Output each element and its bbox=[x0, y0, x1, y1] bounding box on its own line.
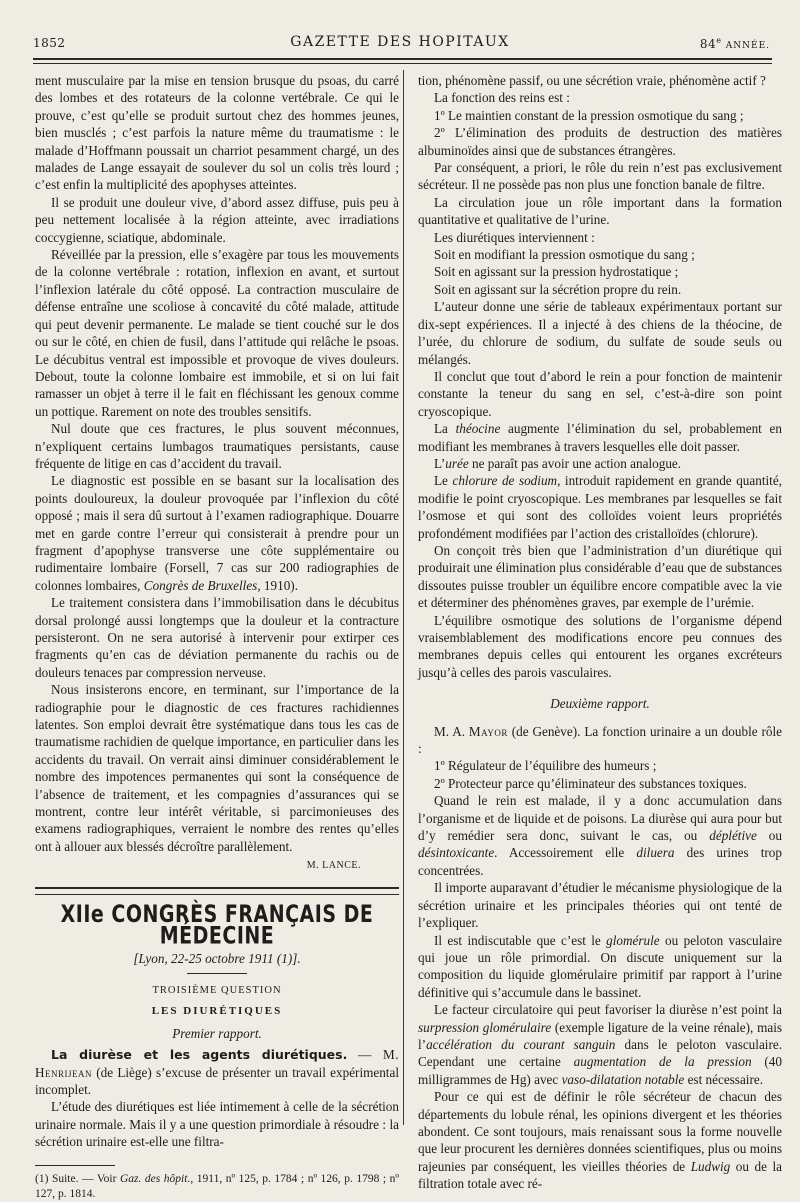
paragraph bbox=[418, 932, 782, 1002]
footnote bbox=[35, 1172, 399, 1202]
text-run: ou bbox=[756, 828, 782, 844]
paragraph: L’équilibre osmotique des solutions de l’organisme dépend vraisemblablement des modifications encore peu connues des membranes depuis celles qui entourent les organes excréteurs jusqu’à celles des parois vasculaires. bbox=[418, 612, 782, 680]
text-run: . Accessoirement elle bbox=[494, 845, 637, 861]
citation: Congrès de Bruxelles bbox=[143, 577, 258, 593]
paragraph: Par conséquent, a priori, le rôle du rein n’est pas exclusivement sécréteur. Il ne possède pas non plus une fonction banale de filtre. bbox=[418, 160, 782, 193]
emphasis: déplétive bbox=[709, 828, 757, 844]
year-word: ANNÉE. bbox=[725, 41, 770, 51]
paragraph: Soit en agissant sur la pression hydrostatique ; bbox=[434, 264, 679, 280]
paragraph: 2º L’élimination des produits de destruction des matières albuminoïdes ainsi que de substances étrangères. bbox=[418, 125, 782, 158]
emphasis: théocine bbox=[455, 421, 501, 437]
text-run: ne paraît pas avoir une action analogue. bbox=[468, 455, 682, 471]
year-suffix: e bbox=[716, 36, 722, 45]
page-number: 1852 bbox=[33, 36, 66, 50]
text-run: ou peloton vasculaire qui joue un rôle primordial. On discute uniquement sur la composition du liquide glomérulaire primitif par rapport à l’urine définitive qui s’accumule dans le bassinet. bbox=[418, 932, 782, 1000]
text-run: (40 milligrammes de Hg) avec bbox=[418, 1054, 782, 1087]
header-rule-thin bbox=[33, 63, 772, 64]
paragraph bbox=[418, 1088, 782, 1192]
paragraph: Le traitement consistera dans l’immobilisation dans le décubitus dorsal prolongé aussi longtemps que la douleur et la contracture persisteront. On ne sera autorisé à intervenir pour extirper ces fragments qu’en cas de déviation permanente du rachis ou de douleurs tenaces par compression nerveuse. bbox=[35, 595, 399, 680]
text-run: M. A. bbox=[434, 723, 469, 739]
emphasis: chlorure de sodium bbox=[452, 473, 558, 489]
emphasis: Ludwig bbox=[690, 1158, 731, 1174]
short-rule bbox=[187, 973, 247, 974]
congress-title: XIIe CONGRÈS FRANÇAIS DE MÉDECINE bbox=[60, 900, 374, 950]
emphasis: désintoxicante bbox=[418, 845, 495, 861]
paragraph bbox=[418, 723, 782, 758]
congress-subtitle: [Lyon, 22-25 octobre 1911 (1)]. bbox=[133, 950, 301, 966]
paragraph bbox=[35, 472, 399, 594]
paragraph: L’auteur donne une série de tableaux expérimentaux portant sur dix-sept expériences. Il a injecté à des chiens de la théocine, de l’urée, du chlorure de sodium, du sulfate de soude seuls ou mélangés. bbox=[418, 299, 782, 367]
topic-heading: LES DIURÉTIQUES bbox=[151, 1005, 283, 1018]
text-run: dans le peloton vasculaire. Cependant une certaine bbox=[418, 1036, 782, 1070]
text-run: des urines trop concentrées. bbox=[418, 845, 782, 878]
emphasis: vaso-dilatation notable bbox=[561, 1071, 685, 1087]
text-run: ou de la filtration totale avec ré- bbox=[418, 1158, 782, 1192]
paragraph: 2º Protecteur parce qu’éliminateur des substances toxiques. bbox=[434, 775, 747, 791]
text-run: Quand le rein est malade, il y a donc accumulation dans l’organisme et de liquide et de poisons. La diurèse qui aura pour but d’y remédier sera donc, suivant le cas, ou bbox=[418, 793, 782, 844]
emphasis: augmentation de la pression bbox=[573, 1054, 752, 1070]
lead-title: La diurèse et les agents diurétiques. bbox=[51, 1047, 348, 1063]
text-run: Il est indiscutable que c’est le bbox=[434, 932, 607, 948]
right-column bbox=[418, 72, 782, 1193]
text-run: Pour ce qui est de définir le rôle sécréteur de chacun des départements du lobule rénal, les opinions divergent et les théories abondent. Ce sont toujours, mais renaissant sous la forme nouvelle que leur procurent les dernières données scientifiques, plus ou moins rajeunies par conséquent, les vieilles théories de bbox=[418, 1089, 782, 1174]
question-label: TROISIÈME QUESTION bbox=[152, 984, 282, 996]
text-run: , 1911, nº 125, p. 1784 ; nº 126, p. 1798 ; nº 127, p. 1814. bbox=[35, 1172, 399, 1200]
emphasis: surpression glomérulaire bbox=[418, 1019, 552, 1035]
paragraph: La circulation joue un rôle important dans la formation quantitative et qualitative de l’urine. bbox=[418, 194, 782, 228]
text-run: (exemple ligature de la veine rénale), mais l’ bbox=[418, 1019, 782, 1052]
author-name: — M. Henrijean bbox=[35, 1047, 399, 1080]
text-run: La bbox=[434, 421, 456, 437]
paragraph bbox=[418, 792, 782, 879]
paragraph bbox=[418, 1001, 782, 1088]
emphasis: diluera bbox=[636, 845, 675, 861]
year-label bbox=[700, 36, 770, 51]
report-heading: Premier rapport. bbox=[172, 1025, 262, 1041]
paragraph: L’étude des diurétiques est liée intimement à celle de la sécrétion urinaire normale. Mais il y a une question primordiale à résoudre : la sécrétion urinaire est-elle une filtra- bbox=[35, 1099, 399, 1150]
year-number: 84 bbox=[699, 37, 717, 51]
paragraph: Les diurétiques interviennent : bbox=[434, 229, 595, 245]
header-rule-thick bbox=[33, 58, 772, 60]
paragraph bbox=[418, 420, 782, 455]
left-column bbox=[35, 72, 399, 1202]
paragraph: Il importe auparavant d’étudier le mécanisme physiologique de la sécrétion urinaire et les principales théories qui ont tenté de l’expliquer. bbox=[418, 880, 782, 931]
paragraph: ment musculaire par la mise en tension brusque du psoas, du carré des lombes et des rotateurs de la colonne vertébrale. Ce qui le prouve, c’est qu’elle se produit surtout chez des hommes jeunes, bien musclés ; c’est parfois la nature même du traumatisme : le malade d’Hoffmann poussait un charriot pesamment chargé, un des malades de Lange essayait de soulever du sol un colis très lourd ; c’est enfin la multiplicité des apophyses atteintes. bbox=[35, 73, 399, 193]
report-heading: Deuxième rapport. bbox=[550, 696, 650, 712]
paragraph: tion, phénomène passif, ou une sécrétion vraie, phénomène actif ? bbox=[418, 73, 766, 88]
paragraph: Nous insisterons encore, en terminant, sur l’importance de la radiographie pour le diagnostic de ces fractures rachidiennes latentes. Son emploi devrait être systématique dans tous les cas de traumatisme rachidien de quelque importance, en particulier dans les accidents du travail. On verrait ainsi diminuer considérablement le nombre des impotences permanentes qui sont la conséquence de l’absence de traitement, et les compagnies d’assurances qui se montrent, contre leur intérêt véritable, si parcimonieuses des examens radiographiques, verraient le nombre des rentes qu’elles ont à allouer aux blessés décroître parallèlement. bbox=[35, 682, 399, 854]
section-separator bbox=[35, 887, 399, 895]
text-run: Le facteur circulatoire qui peut favoriser la diurèse n’est point la bbox=[434, 1002, 782, 1018]
text-run: augmente l’élimination du sel, probablement en modifiant les membranes à travers lesquelles elle doit passer. bbox=[418, 421, 782, 454]
column-divider bbox=[403, 70, 404, 1125]
text-run: Le bbox=[434, 473, 453, 489]
paragraph: 1º Régulateur de l’équilibre des humeurs ; bbox=[434, 758, 657, 774]
footnote-rule bbox=[35, 1165, 115, 1166]
paragraph bbox=[35, 1046, 399, 1098]
emphasis: glomérule bbox=[606, 932, 660, 948]
text-run: (de Liège) s’excuse de présenter un travail expérimental incomplet. bbox=[35, 1064, 399, 1097]
text-run: est nécessaire. bbox=[684, 1071, 764, 1087]
paragraph: Réveillée par la pression, elle s’exagère par tous les mouvements de la colonne vertébrale : rotation, inflexion en avant, et surtout l’inflexion latérale du côté opposé. La contraction musculaire de défense entraîne une scoliose à concavité du côté malade, attitude qui peut devenir permanente. Le malade se tient couché sur le dos ou sur le côté, en chien de fusil, dans l’attitude qui relâche le psoas. Le décubitus ventral est impossible et provoque de vives douleurs. Debout, toute la colonne lombaire est immobile, et si on lui fait ramasser un objet à terre il le fait en fléchissant les genoux comme un pottique. Rarement on note des troubles sensitifs. bbox=[35, 247, 399, 419]
emphasis: urée bbox=[445, 455, 469, 471]
signature-text: M. LANCE. bbox=[306, 860, 361, 872]
paragraph bbox=[418, 472, 782, 542]
paragraph: La fonction des reins est : bbox=[434, 90, 570, 106]
author-name: Mayor bbox=[468, 723, 508, 739]
paragraph: Soit en agissant sur la sécrétion propre du rein. bbox=[434, 281, 682, 297]
citation: Gaz. des hôpit. bbox=[119, 1172, 191, 1185]
paragraph: Nul doute que ces fractures, le plus souvent méconnues, n’expliquent certains lumbagos traumatiques persistants, cause fréquente de litige en cas d’accident du travail. bbox=[35, 421, 399, 471]
paragraph: Soit en modifiant la pression osmotique du sang ; bbox=[434, 247, 695, 263]
text-run: , 1910). bbox=[257, 577, 298, 593]
running-header bbox=[30, 32, 770, 54]
text-run: L’ bbox=[434, 455, 446, 471]
text-run: (de Genève). La fonction urinaire a un double rôle : bbox=[418, 723, 782, 757]
paragraph: Il se produit une douleur vive, d’abord assez diffuse, puis peu à peu nettement localisée à la région atteinte, avec irradiations coccygienne, sciatique, abdominale. bbox=[35, 194, 399, 245]
emphasis: accélération du courant sanguin bbox=[426, 1036, 616, 1052]
signature bbox=[35, 855, 361, 874]
paragraph bbox=[418, 455, 782, 472]
paragraph: On conçoit très bien que l’administration d’un diurétique qui produirait une élimination plus considérable d’eau que de substances dissoutes puisse troubler un équilibre encore compatible avec la vie et déterminer des phénomènes graves, par exemple de l’urémie. bbox=[418, 542, 782, 611]
text-run: (1) Suite. — Voir bbox=[35, 1172, 120, 1185]
journal-title: GAZETTE DES HOPITAUX bbox=[290, 34, 510, 50]
text-run: Le diagnostic est possible en se basant sur la localisation des points douloureux, la douleur provoquée par l’inflexion du côté opposé ; mais il sera dû surtout à l’examen radiographique. Douarre met en garde contre l’erreur qui consisterait à prendre pour un fragment d’apophyse transverse une côte supplémentaire ou rudimentaire lombaire (Forsell, 7 cas sur 200 radiographies de colonnes lombaires, bbox=[35, 473, 399, 593]
text-run: , introduit rapidement en grande quantité, modifie le point cryoscopique. Les membranes par lesquelles se fait l’osmose et qui sont des colloïdes voient leurs propriétés profondément modifiées par l’action des cristalloïdes (chlorure). bbox=[418, 473, 782, 541]
paragraph: Il conclut que tout d’abord le rein a pour fonction de maintenir constante la teneur du sang en sel, c’est-à-dire son point cryoscopique. bbox=[418, 368, 782, 419]
paragraph: 1º Le maintien constant de la pression osmotique du sang ; bbox=[434, 107, 744, 123]
